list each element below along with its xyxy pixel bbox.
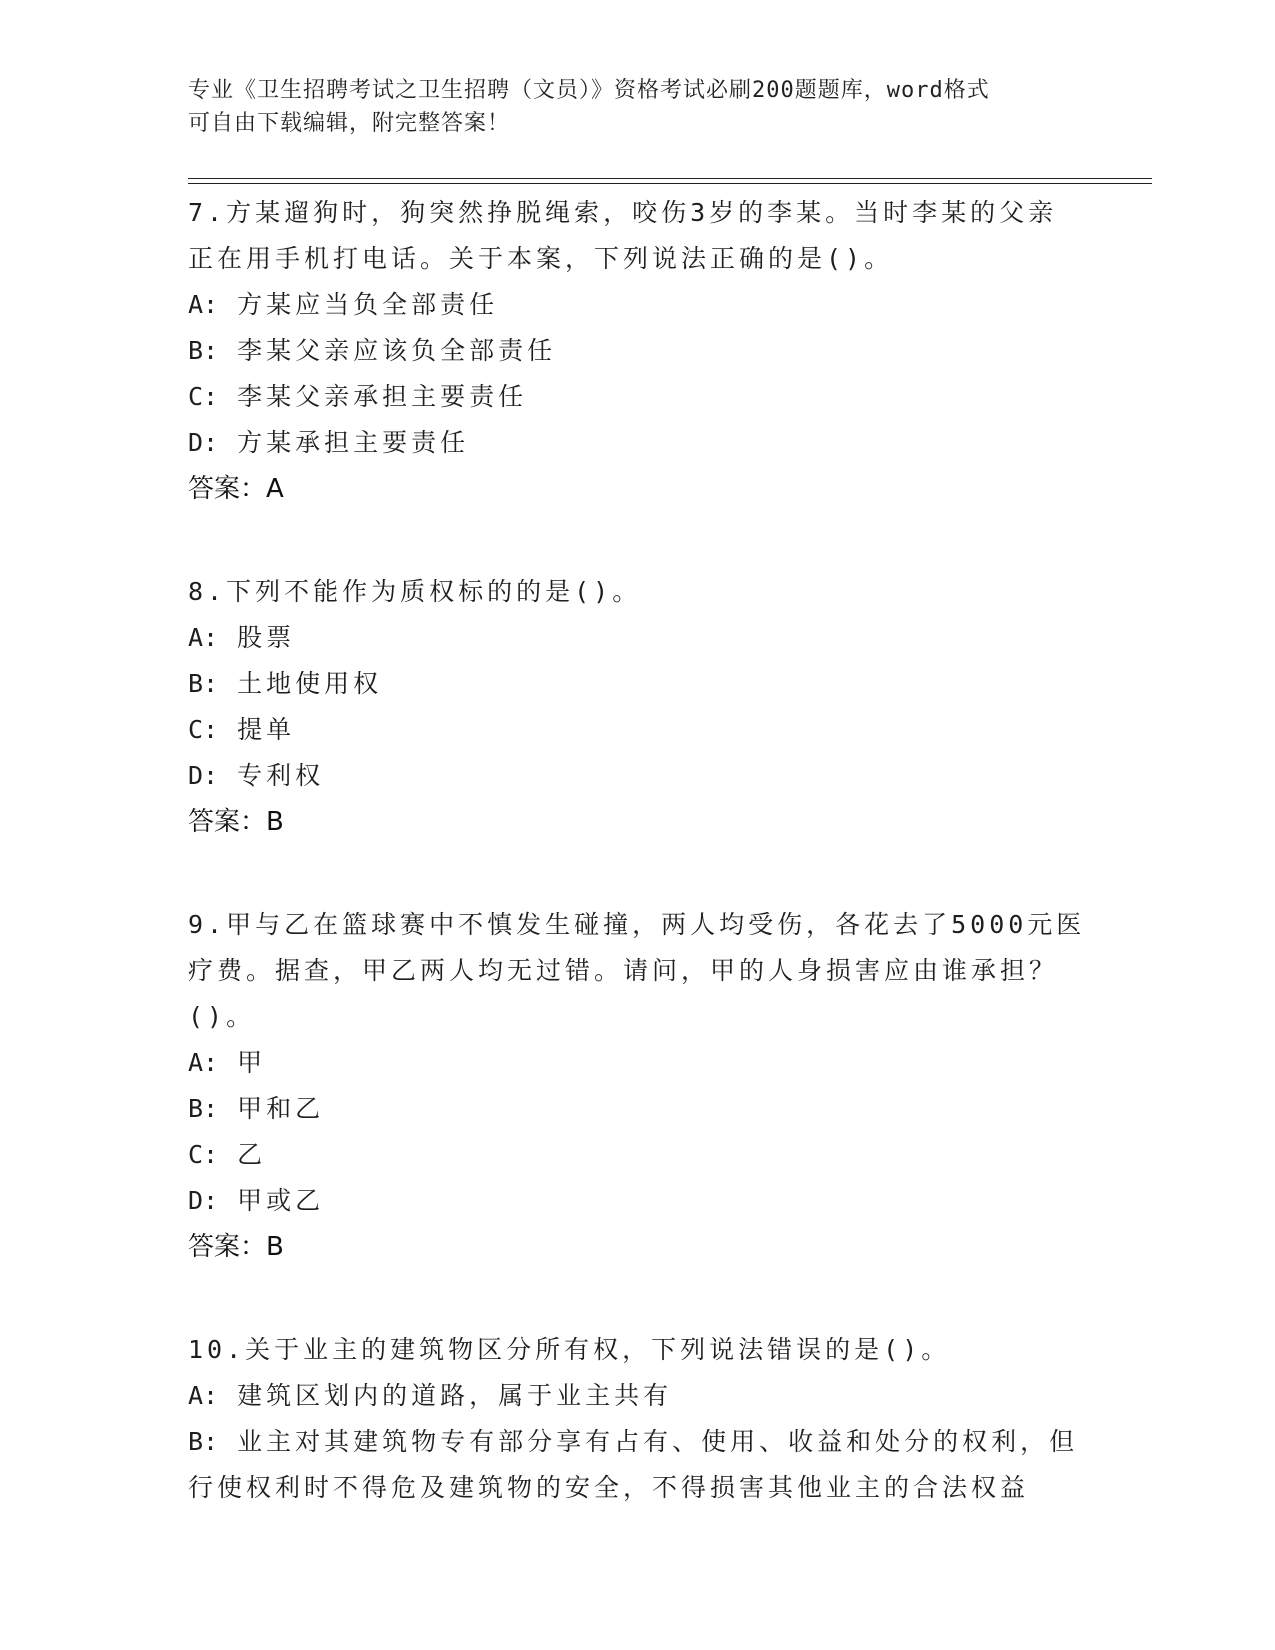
question-text: 疗费。据查，甲乙两人均无过错。请问，甲的人身损害应由谁承担？ [188, 956, 1059, 985]
answer-option [188, 1373, 1088, 1419]
option-letter: B: [188, 336, 219, 365]
answer-option [188, 374, 1088, 420]
option-letter: D: [188, 1186, 219, 1215]
question-block [188, 569, 1088, 845]
option-text: 专利权 [237, 761, 325, 790]
option-text: 业主对其建筑物专有部分享有占有、使用、收益和处分的权利，但 [237, 1427, 1079, 1456]
option-text: 提单 [237, 715, 296, 744]
option-text: 土地使用权 [237, 669, 383, 698]
answer-option [188, 615, 1088, 661]
answer-option [188, 1132, 1088, 1178]
option-text: 甲或乙 [237, 1186, 325, 1215]
option-letter: C: [188, 1140, 219, 1169]
option-text: 甲 [237, 1048, 267, 1077]
option-letter: A: [188, 1048, 219, 1077]
answer-option [188, 420, 1088, 466]
header-divider-bottom [188, 183, 1152, 184]
header-divider-top [188, 178, 1152, 179]
question-block [188, 902, 1088, 1270]
question-block [188, 1327, 1088, 1511]
answer-key: 答案：B [188, 807, 284, 837]
answer-key: 答案：A [188, 474, 284, 504]
answer-option [188, 282, 1088, 328]
document-header [188, 74, 1088, 140]
option-letter: B: [188, 1427, 219, 1456]
option-letter: D: [188, 428, 219, 457]
answer-option [188, 1178, 1088, 1224]
question-text: 9.甲与乙在篮球赛中不慎发生碰撞，两人均受伤，各花去了5000元医 [188, 910, 1086, 939]
option-text: 建筑区划内的道路，属于业主共有 [237, 1381, 673, 1410]
header-line-1: 专业《卫生招聘考试之卫生招聘（文员）》资格考试必刷200题题库，word格式 [188, 78, 990, 103]
question-text: 8.下列不能作为质权标的的是()。 [188, 577, 642, 606]
answer-option [188, 328, 1088, 374]
option-text: 乙 [237, 1140, 267, 1169]
option-letter: A: [188, 1381, 219, 1410]
answer-option [188, 1465, 1088, 1511]
header-line-2: 可自由下载编辑，附完整答案！ [188, 111, 511, 136]
question-block [188, 190, 1088, 512]
question-text: 7.方某遛狗时，狗突然挣脱绳索，咬伤3岁的李某。当时李某的父亲 [188, 198, 1058, 227]
option-text: 方某应当负全部责任 [237, 290, 499, 319]
answer-key: 答案：B [188, 1232, 284, 1262]
option-text: 方某承担主要责任 [237, 428, 470, 457]
answer-option [188, 707, 1088, 753]
option-text: 甲和乙 [237, 1094, 325, 1123]
question-text: 10.关于业主的建筑物区分所有权，下列说法错误的是()。 [188, 1335, 951, 1364]
question-list [188, 190, 1088, 1568]
option-text: 李某父亲应该负全部责任 [237, 336, 557, 365]
option-letter: B: [188, 1094, 219, 1123]
option-letter: D: [188, 761, 219, 790]
option-letter: C: [188, 715, 219, 744]
option-letter: B: [188, 669, 219, 698]
answer-option [188, 1040, 1088, 1086]
option-letter: C: [188, 382, 219, 411]
answer-option [188, 1086, 1088, 1132]
answer-option [188, 753, 1088, 799]
question-text: 正在用手机打电话。关于本案，下列说法正确的是()。 [188, 244, 894, 273]
question-text: ()。 [188, 1002, 256, 1031]
answer-option [188, 1419, 1088, 1465]
option-letter: A: [188, 623, 219, 652]
answer-option [188, 661, 1088, 707]
option-text: 李某父亲承担主要责任 [237, 382, 528, 411]
option-text: 股票 [237, 623, 296, 652]
option-letter: A: [188, 290, 219, 319]
option-text: 行使权利时不得危及建筑物的安全，不得损害其他业主的合法权益 [188, 1473, 1030, 1502]
